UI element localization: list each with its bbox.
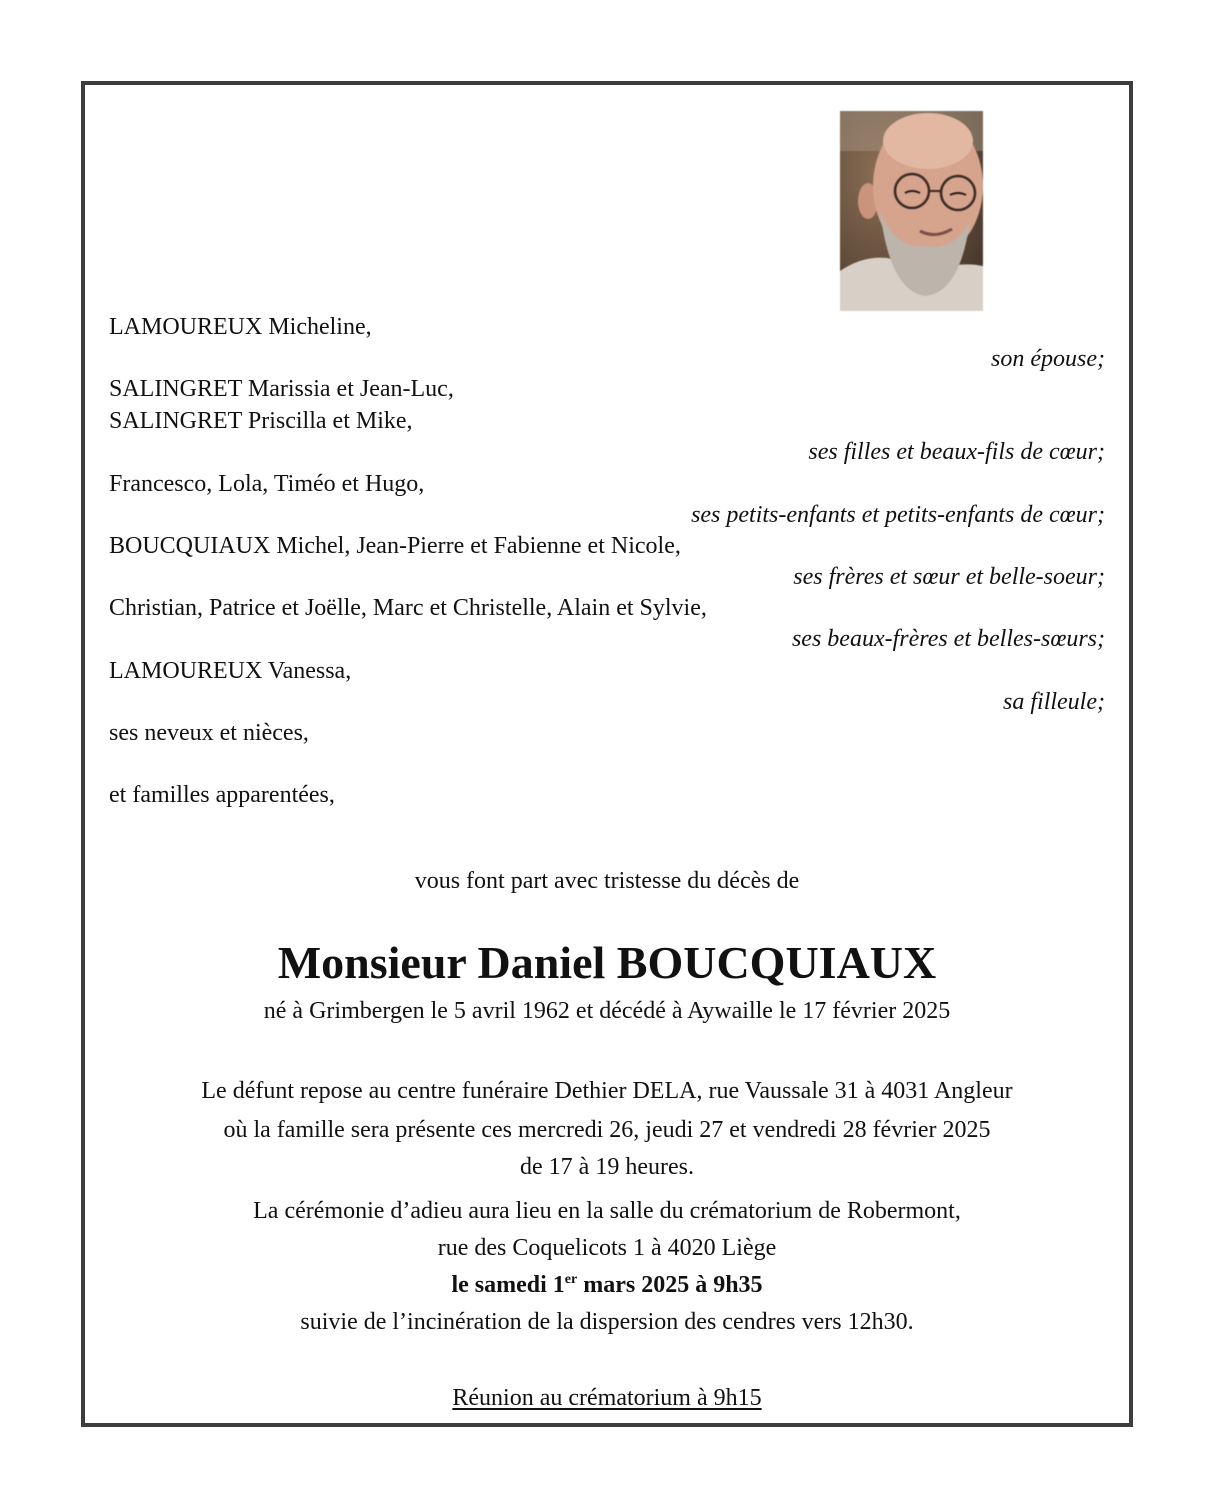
portrait-image (840, 111, 983, 311)
family-relation-daughters: ses filles et beaux-fils de cœur; (808, 439, 1105, 465)
ceremony-date-ordinal: er (564, 1272, 578, 1287)
announcement-intro: vous font part avec tristesse du décès de (414, 868, 800, 894)
family-relation-in-laws: ses beaux-frères et belles-sœurs; (791, 626, 1105, 652)
family-relation-grandchildren: ses petits-enfants et petits-enfants de cœur; (691, 502, 1105, 528)
meeting-note (0, 1383, 1214, 1413)
ceremony-date-suffix: mars 2025 à 9h35 (577, 1272, 763, 1298)
birth-death-dates: né à Grimbergen le 5 avril 1962 et décédé à Aywaille le 17 février 2025 (263, 998, 951, 1024)
visitation-location: Le défunt repose au centre funéraire Dethier DELA, rue Vaussale 31 à 4031 Angleur (201, 1078, 1013, 1104)
family-names-relatives: et familles apparentées, (109, 782, 335, 808)
family-relation-siblings: ses frères et sœur et belle-soeur; (793, 564, 1105, 590)
family-names-siblings: BOUCQUIAUX Michel, Jean-Pierre et Fabienne et Nicole, (109, 533, 681, 559)
ceremony-date-prefix: le samedi 1 (451, 1272, 565, 1298)
family-names-goddaughter: LAMOUREUX Vanessa, (109, 658, 352, 684)
family-relation-goddaughter: sa filleule; (1003, 689, 1105, 715)
family-names-in-laws: Christian, Patrice et Joëlle, Marc et Christelle, Alain et Sylvie, (109, 595, 707, 621)
ceremony-date (0, 1270, 1214, 1300)
family-names-daughters-2: SALINGRET Priscilla et Mike, (109, 408, 413, 434)
family-names-daughters-1: SALINGRET Marissia et Jean-Luc, (109, 376, 454, 402)
visitation-hours: de 17 à 19 heures. (520, 1154, 694, 1180)
family-relation-spouse: son épouse; (991, 346, 1105, 372)
ceremony-address: rue des Coquelicots 1 à 4020 Liège (437, 1235, 777, 1261)
deceased-name: Monsieur Daniel BOUCQUIAUX (277, 937, 937, 988)
visitation-dates: où la famille sera présente ces mercredi 26, jeudi 27 et vendredi 28 février 2025 (223, 1117, 991, 1143)
cremation-note: suivie de l’incinération de la dispersion des cendres vers 12h30. (300, 1309, 914, 1335)
family-names-spouse: LAMOUREUX Micheline, (109, 314, 372, 340)
meeting-note-text: Réunion au crématorium à 9h15 (452, 1385, 762, 1411)
portrait-photo (840, 111, 983, 311)
family-names-grandchildren: Francesco, Lola, Timéo et Hugo, (109, 471, 425, 497)
family-names-nephews: ses neveux et nièces, (109, 720, 309, 746)
ceremony-location: La cérémonie d’adieu aura lieu en la salle du crématorium de Robermont, (253, 1198, 961, 1224)
